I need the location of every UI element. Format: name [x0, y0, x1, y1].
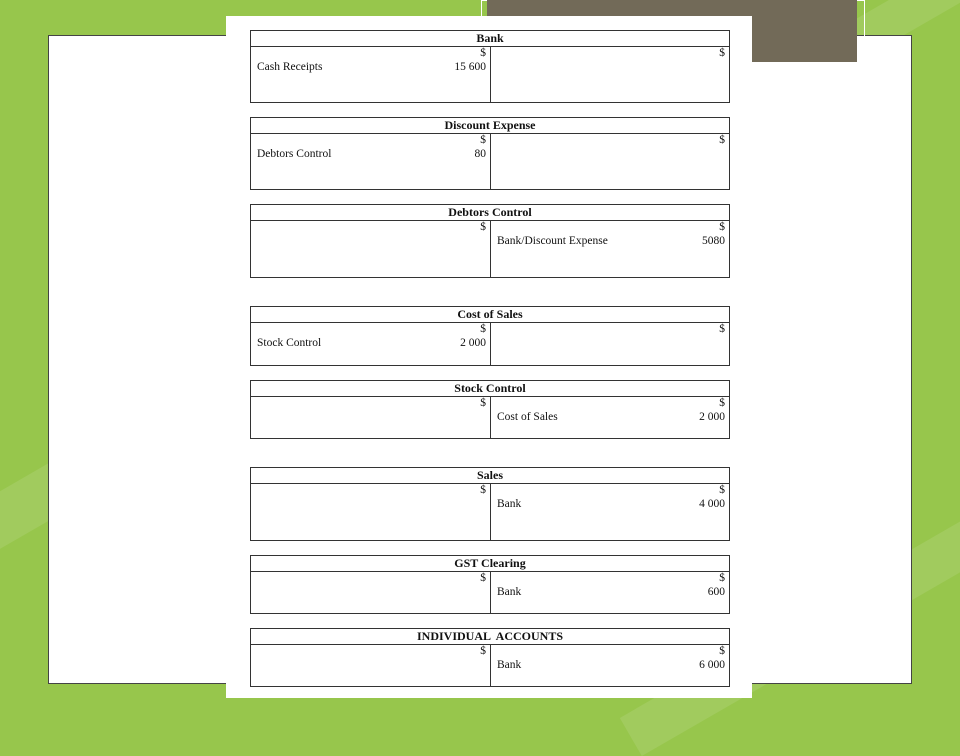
currency-symbol: $: [719, 484, 725, 496]
t-account-gst-clearing: [250, 555, 730, 614]
t-account-discount-expense: [250, 117, 730, 190]
debit-side: [251, 47, 491, 103]
credit-side: [491, 645, 729, 687]
currency-symbol: $: [480, 645, 486, 657]
currency-symbol: $: [480, 323, 486, 335]
credit-entry-label: Bank/Discount Expense: [497, 235, 608, 247]
credit-side: [491, 134, 729, 190]
t-account-cost-of-sales: [250, 306, 730, 366]
debit-side: [251, 484, 491, 541]
account-title: GST Clearing: [251, 556, 729, 572]
currency-symbol: $: [719, 397, 725, 409]
currency-symbol: $: [719, 572, 725, 584]
debit-side: [251, 323, 491, 366]
t-account-sales: [250, 467, 730, 541]
account-title: Cost of Sales: [251, 307, 729, 323]
credit-side: [491, 484, 729, 541]
credit-entry-label: Bank: [497, 659, 522, 671]
account-title: Debtors Control: [251, 205, 729, 221]
currency-symbol: $: [480, 397, 486, 409]
currency-symbol: $: [480, 221, 486, 233]
credit-side: [491, 323, 729, 366]
credit-side: [491, 47, 729, 103]
currency-symbol: $: [480, 484, 486, 496]
currency-symbol: $: [480, 134, 486, 146]
credit-entry-amount: 4 000: [699, 498, 725, 510]
debit-entry-label: Stock Control: [257, 337, 322, 349]
ledger-page: [226, 16, 752, 698]
credit-entry-label: Bank: [497, 498, 522, 510]
t-account-debtors-control: [250, 204, 730, 278]
currency-symbol: $: [480, 47, 486, 59]
currency-symbol: $: [719, 134, 725, 146]
debit-side: [251, 645, 491, 687]
t-account-individual-accounts: [250, 628, 730, 687]
t-account-stock-control: [250, 380, 730, 439]
credit-entry-amount: 6 000: [699, 659, 725, 671]
debit-side: [251, 397, 491, 439]
credit-entry-label: Cost of Sales: [497, 411, 558, 423]
debit-entry-label: Cash Receipts: [257, 61, 323, 73]
currency-symbol: $: [480, 572, 486, 584]
debit-side: [251, 572, 491, 614]
currency-symbol: $: [719, 47, 725, 59]
credit-entry-amount: 2 000: [699, 411, 725, 423]
account-title: Bank: [251, 31, 729, 47]
credit-side: [491, 572, 729, 614]
credit-side: [491, 221, 729, 278]
debit-entry-label: Debtors Control: [257, 148, 332, 160]
account-title: Stock Control: [251, 381, 729, 397]
debit-side: [251, 221, 491, 278]
debit-side: [251, 134, 491, 190]
credit-entry-amount: 5080: [702, 235, 725, 247]
currency-symbol: $: [719, 323, 725, 335]
credit-side: [491, 397, 729, 439]
debit-entry-amount: 2 000: [460, 337, 486, 349]
credit-entry-amount: 600: [707, 586, 725, 598]
debit-entry-amount: 80: [474, 148, 486, 160]
currency-symbol: $: [719, 645, 725, 657]
currency-symbol: $: [719, 221, 725, 233]
credit-entry-label: Bank: [497, 586, 522, 598]
account-title: INDIVIDUAL ACCOUNTS: [251, 629, 729, 645]
debit-entry-amount: 15 600: [454, 61, 486, 73]
account-title: Sales: [251, 468, 729, 484]
t-account-bank: [250, 30, 730, 103]
account-title: Discount Expense: [251, 118, 729, 134]
